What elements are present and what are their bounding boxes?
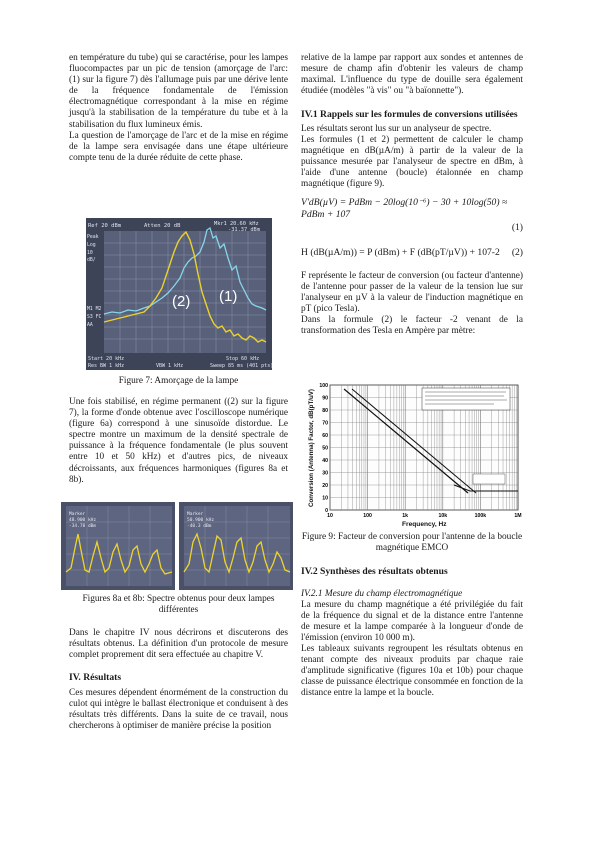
figure-9-x-tick-label: 10k <box>438 513 448 519</box>
figure-9-y-tick-label: 10 <box>322 495 328 502</box>
paragraph: F représente le facteur de conversion (ou facteur d'antenne) de l'antenne pour passer de la valeur de la tension lue sur l'analyseur en µV à la valeur de l'induction magnétique en pT (pico Tesla). <box>301 270 523 315</box>
figure-7-caption: Figure 7: Amorçage de la lampe <box>118 376 239 386</box>
figure-7-footer-stop: Stop 60 kHz <box>226 356 260 362</box>
figure-8a-frequency: 48.900 kHz <box>69 518 97 523</box>
figure-9-caption: Figure 9: Facteur de conversion pour l'antenne de la boucle magnétique EMCO <box>301 532 523 553</box>
section-heading-iv-1: IV.1 Rappels sur les formules de conversions utilisées <box>301 109 518 121</box>
equation-1-number: (1) <box>511 221 523 233</box>
figure-7-footer-rbw: Res BW 1 kHz <box>88 363 125 369</box>
right-column <box>301 53 523 337</box>
figure-7-header-level: -31.37 dBm <box>228 227 260 233</box>
paragraph: Les formules (1 et 2) permettent de calculer le champ magnétique en dB(µA/m) à partir de la valeur de la puissance mesurée par l'analyseur de spectre en dBm, à l'aide d'une antenne (boucle) étalonnée en champ magnétique (figure 9). <box>301 134 523 190</box>
figure-7-side-label: dB/ <box>87 258 96 263</box>
figure-9-y-tick-label: 50 <box>322 445 328 452</box>
figure-7-footer-start: Start 20 kHz <box>88 356 125 362</box>
figure-9-y-tick-label: 40 <box>322 458 328 464</box>
figure-9-x-tick-label: 10 <box>327 513 333 519</box>
figure-8b-frequency: 50.900 kHz <box>187 518 215 523</box>
figure-7-label-2: (2) <box>172 293 191 310</box>
paragraph: Ces mesures dépendent énormément de la construction du culot qui intègre le ballast électronique et conduisent à des résultats très différents. Dans la suite de ce travail, nous chercherons à optimiser de manière précise la position <box>69 687 288 732</box>
figure-9-y-tick-label: 0 <box>325 508 328 514</box>
figure-9-y-tick-label: 70 <box>322 420 328 427</box>
figure-9-x-tick-label: 1k <box>402 513 409 519</box>
figure-7-header-atten: Atten 20 dB <box>144 223 181 229</box>
paragraph: La question de l'amorçage de l'arc et de la mise en régime de la lampe sera envisagée dans une étape ultérieure compte tenu de la durée réduite de cette phase. <box>69 130 288 163</box>
figure-9-y-axis-label: Conversion (Antenna) Factor, dB(pT/uV) <box>308 389 315 507</box>
figure-7-image <box>86 218 272 370</box>
section-heading-iv-2: IV.2 Synthèses des résultats obtenus <box>301 566 448 577</box>
figure-7-caption-wrap <box>69 376 288 387</box>
left-column <box>69 53 288 164</box>
paragraph: Une fois stabilisé, en régime permanent ((2) sur la figure 7), la forme d'onde obtenue avec l'oscilloscope numérique (figure 6a) correspond à une sinusoïde distordue. Le spectre montre un maximum de la densité spectrale de puissance à la fréquence fondamentale (le plus souvent entre 10 et 50 kHz) et d'autres pics, de niveaux décroissants, aux fréquences harmoniques (figures 8a et 8b). <box>69 397 288 485</box>
figure-9-caption-wrap <box>301 532 523 554</box>
figure-7-side-label: S3 FC <box>87 315 102 320</box>
left-column-bottom <box>69 628 288 732</box>
figure-7-side-label: AA <box>87 323 93 328</box>
paragraph: La mesure du champ magnétique a été privilégiée du fait de la fréquence du signal et de la distance entre l'antenne de mesure et la lampe comparée à la longueur d'onde de l'émission (environ 10 000 m). <box>301 599 523 643</box>
figure-7-footer-vbw: VBW 1 kHz <box>156 363 184 369</box>
left-column-body <box>69 397 288 486</box>
subsection-heading-iv-2-1: IV.2.1 Mesure du champ électromagnétique <box>301 588 463 599</box>
equation-2-number: (2) <box>511 246 523 258</box>
figure-7-header-marker: Mkr1 20.60 kHz <box>214 221 259 227</box>
figure-8-caption: Figures 8a et 8b: Spectre obtenus pour deux lampes différentes <box>82 594 275 615</box>
equation-1-number-row <box>301 222 523 233</box>
equation-1 <box>301 197 523 219</box>
figure-8a-level: -34.78 dBm <box>69 524 97 529</box>
figure-9-y-tick-label: 100 <box>319 383 328 389</box>
figure-9-y-tick-label: 80 <box>322 408 328 414</box>
figure-7-side-label: Peak <box>87 235 99 240</box>
figure-8-caption-wrap <box>69 594 288 616</box>
figure-8b-level: -40.3 dBm <box>187 524 212 529</box>
figure-9-y-tick-label: 20 <box>322 483 328 489</box>
figure-8a-marker-label: Marker <box>69 512 86 517</box>
section-heading-iv: IV. Résultats <box>69 672 122 684</box>
figure-7-label-1: (1) <box>219 288 238 305</box>
figure-7-header-ref: Ref 20 dBm <box>88 223 122 229</box>
figure-9-y-tick-label: 90 <box>322 395 328 402</box>
equation-1-text: V'dB(µV) = PdBm − 20log(10⁻⁶) − 30 + 10log(50) ≈ PdBm + 107 <box>301 197 508 220</box>
figure-7-side-label: 10 <box>87 251 93 256</box>
figure-9-x-axis-label: Frequency, Hz <box>402 521 447 528</box>
paragraph: Les tableaux suivants regroupent les résultats obtenus en tenant compte des niveaux produits par chaque raie d'amplitude significative (figures 10a et 10b) pour chaque classe de puissance électrique consommée en fonction de la distance entre la lampe et la boucle. <box>301 643 524 699</box>
figure-7-side-label: M1 M2 <box>87 307 102 312</box>
figure-7-footer-sweep: Sweep 85 ms (401 pts) <box>210 363 272 369</box>
figure-9-chart <box>304 381 522 529</box>
figure-8b-marker-label: Marker <box>187 512 204 517</box>
paragraph: relative de la lampe par rapport aux sondes et antennes de mesure de champ afin d'obtenir les valeurs de champ maximal. L'influence du type de douille sera également étudiée (modèles "à vis" ou "à baïonnette"). <box>301 53 523 97</box>
figure-9-x-tick-label: 100 <box>363 513 372 519</box>
paragraph: Dans la formule (2) le facteur -2 venant de la transformation des Tesla en Ampère par mètre: <box>301 315 523 337</box>
paragraph: en température du tube) qui se caractérise, pour les lampes fluocompactes par un pic de tension (amorçage de l'arc: (1) sur la figure 7) dès l'allumage puis par une dérive lente de la fréquence fondamentale de l'émission électromagnétique correspondant à la mise en régime jusqu'à la stabilisation de la température du tube et à la stabilisation du flux lumineux émis. <box>69 53 288 130</box>
paragraph: Les résultats seront lus sur un analyseur de spectre. <box>301 123 492 134</box>
figure-9-x-tick-label: 1M <box>514 513 522 519</box>
figure-9-y-tick-label: 30 <box>322 470 328 477</box>
figure-9-y-tick-label: 60 <box>322 433 328 439</box>
right-column-bottom <box>301 566 523 699</box>
figure-7-side-label: Log <box>87 243 96 248</box>
equation-2 <box>301 247 523 258</box>
figure-8-images <box>61 502 293 590</box>
figure-9-x-tick-label: 100k <box>474 513 487 519</box>
equation-2-text: H (dB(µA/m)) = P (dBm) + F (dB(pT/µV)) + 107-2 <box>301 246 500 258</box>
paragraph: Dans le chapitre IV nous décrirons et discuterons des résultats obtenus. La définition d'un protocole de mesure complet proprement dit sera effectuée au chapitre V. <box>69 628 288 661</box>
